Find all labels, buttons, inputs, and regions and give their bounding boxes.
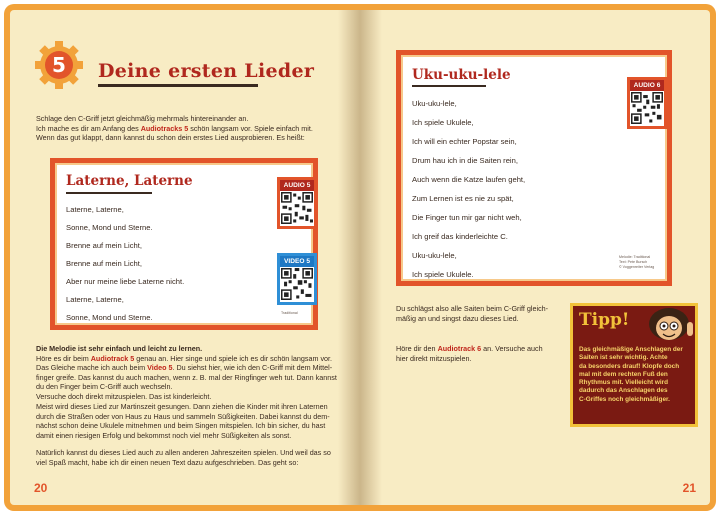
chapter-gear-icon	[34, 40, 84, 90]
right-page	[360, 4, 716, 511]
lyric-line: Aber nur meine liebe Laterne nicht.	[66, 277, 185, 286]
lyric-line: Uku-uku-lele,	[412, 251, 457, 260]
credit-line: Melodie: Traditional	[619, 255, 651, 259]
jahreszeiten-paragraph	[36, 448, 346, 467]
melody-line-5: Versuche doch direkt mitzuspielen. Das ist kinderleicht.	[36, 391, 212, 401]
page-number-left: 20	[34, 481, 48, 495]
para-line: Natürlich kannst du dieses Lied auch zu allen anderen Jahreszeiten spielen. Und weil das so	[36, 448, 331, 457]
melody-line-4: du den Finger beim C-Griff auch wechseln.	[36, 382, 173, 392]
lyric-line: Sonne, Mond und Sterne.	[66, 223, 153, 232]
para-line: nächst schon deine Ukulele mitnehmen und beim Singen mitspielen. Ich bin sicher, du hast	[36, 421, 326, 431]
lyric-line: Ich spiele Ukulele.	[412, 270, 474, 279]
lyric-line: Zum Lernen ist es nie zu spät,	[412, 194, 514, 203]
para-line: Höre dir den Audiotrack 6 an. Versuche auch	[396, 344, 543, 353]
song-box-uku-uku-lele	[396, 50, 672, 286]
saiten-paragraph	[396, 304, 566, 323]
lyric-line: Sonne, Mond und Sterne.	[66, 313, 153, 322]
song-title-underline	[412, 85, 486, 87]
para-line: damit einen riesigen Erfolg und bekommst noch viel mehr Süßigkeiten als sonst.	[36, 430, 292, 440]
tipp-box	[570, 303, 698, 427]
credit-line: © Voggenreiter Verlag	[619, 265, 655, 269]
intro-line-3: Wenn das gut klappt, dann kannst du schon dein erstes Lied ausprobieren. Es heißt:	[36, 133, 305, 143]
lyric-line: Ich will ein echter Popstar sein,	[412, 137, 517, 146]
left-page	[4, 4, 360, 511]
tipp-line: Rhythmus mit. Vielleicht wird	[579, 379, 669, 387]
tipp-line: dadurch das Anschlagen des	[579, 387, 668, 395]
audio-label: AUDIO 6	[630, 80, 664, 91]
song-title: Uku-uku-lele	[412, 67, 511, 83]
lyric-line: Brenne auf mein Licht,	[66, 259, 142, 268]
song-credit	[619, 255, 654, 270]
song-credit: Traditional	[281, 311, 298, 315]
melody-heading: Die Melodie ist sehr einfach und leicht zu lernen.	[36, 344, 203, 353]
tipp-line: Das gleichmäßige Anschlagen der	[579, 346, 683, 353]
tipp-text	[579, 346, 695, 404]
chapter-number: 5	[52, 53, 66, 77]
audio-label: AUDIO 5	[280, 180, 314, 191]
para-line: viel Spaß macht, habe ich dir einen neuen Text dazu aufgeschrieben. Das geht so:	[36, 457, 299, 467]
lyric-line: Drum hau ich in die Saiten rein,	[412, 156, 518, 165]
chapter-title-underline	[98, 84, 258, 87]
video-label: VIDEO 5	[280, 256, 314, 267]
credit-line: Text: Pete Bursch	[619, 260, 648, 264]
spine-shadow-right	[360, 10, 382, 505]
qr-code-icon	[281, 268, 313, 300]
audiotrack-6-paragraph	[396, 344, 566, 363]
video-5-qr[interactable]	[277, 253, 317, 305]
para-line: hier direkt mitzuspielen.	[396, 353, 472, 363]
page-number-right: 21	[682, 481, 696, 495]
lyric-line: Auch wenn die Katze laufen geht,	[412, 175, 526, 184]
melody-line-3: finger greife. Das kannst du auch machen, wenn z. B. mal der Ringfinger weh tut. Dann kannst	[36, 372, 337, 382]
intro-line-2: Ich mache es dir am Anfang des Audiotracks 5 schön langsam vor. Spiele einfach mit.	[36, 123, 313, 133]
para-line: Meist wird dieses Lied zur Martinszeit gesungen. Dann ziehen die Kinder mit ihren Laternen	[36, 402, 328, 411]
martinszeit-paragraph	[36, 402, 346, 440]
tipp-line: Saiten ist sehr wichtig. Achte	[579, 354, 668, 362]
melody-paragraph	[36, 344, 346, 402]
song-box-laterne	[50, 158, 318, 330]
para-line: mäßig an und singst dazu dieses Lied.	[396, 313, 519, 323]
character-illustration-icon	[633, 306, 697, 346]
qr-code-icon	[631, 92, 663, 124]
melody-line-1: Höre es dir beim Audiotrack 5 genau an. Hier singe und spiele ich es dir schön langsam vor.	[36, 353, 333, 363]
chapter-title: Deine ersten Lieder	[98, 60, 315, 82]
audio-5-qr[interactable]	[277, 177, 317, 229]
tipp-title: Tipp!	[579, 310, 630, 330]
tipp-line: da besonders drauf! Klopfe doch	[579, 362, 680, 370]
song-title: Laterne, Laterne	[66, 173, 193, 189]
song-title-underline	[66, 192, 152, 194]
lyric-line: Ich spiele Ukulele,	[412, 118, 474, 127]
lyric-line: Laterne, Laterne,	[66, 295, 124, 304]
para-line: durch die Straßen oder von Haus zu Haus und sammeln Süßigkeiten. Dabei kannst du dem-	[36, 411, 330, 421]
book-spread	[4, 4, 716, 511]
intro-line-1: Schlage den C-Griff jetzt gleichmäßig mehrmals hintereinander an.	[36, 114, 249, 123]
lyric-line: Brenne auf mein Licht,	[66, 241, 142, 250]
para-line: Du schlägst also alle Saiten beim C-Griff gleich-	[396, 304, 549, 313]
tipp-line: C-Griffes noch gleichmäßiger.	[579, 395, 670, 403]
lyric-line: Laterne, Laterne,	[66, 205, 124, 214]
lyric-line: Ich greif das kinderleichte C.	[412, 232, 508, 241]
qr-code-icon	[281, 192, 313, 224]
melody-line-2: Das Gleiche mache ich auch beim Video 5. Du siehst hier, wie ich den C-Griff mit dem Mittel-	[36, 363, 333, 373]
lyric-line: Die Finger tun mir gar nicht weh,	[412, 213, 522, 222]
audio-6-qr[interactable]	[627, 77, 667, 129]
intro-paragraph	[36, 114, 346, 143]
lyric-line: Uku-uku-lele,	[412, 99, 457, 108]
tipp-line: mal mit dem rechten Fuß den	[579, 370, 668, 378]
